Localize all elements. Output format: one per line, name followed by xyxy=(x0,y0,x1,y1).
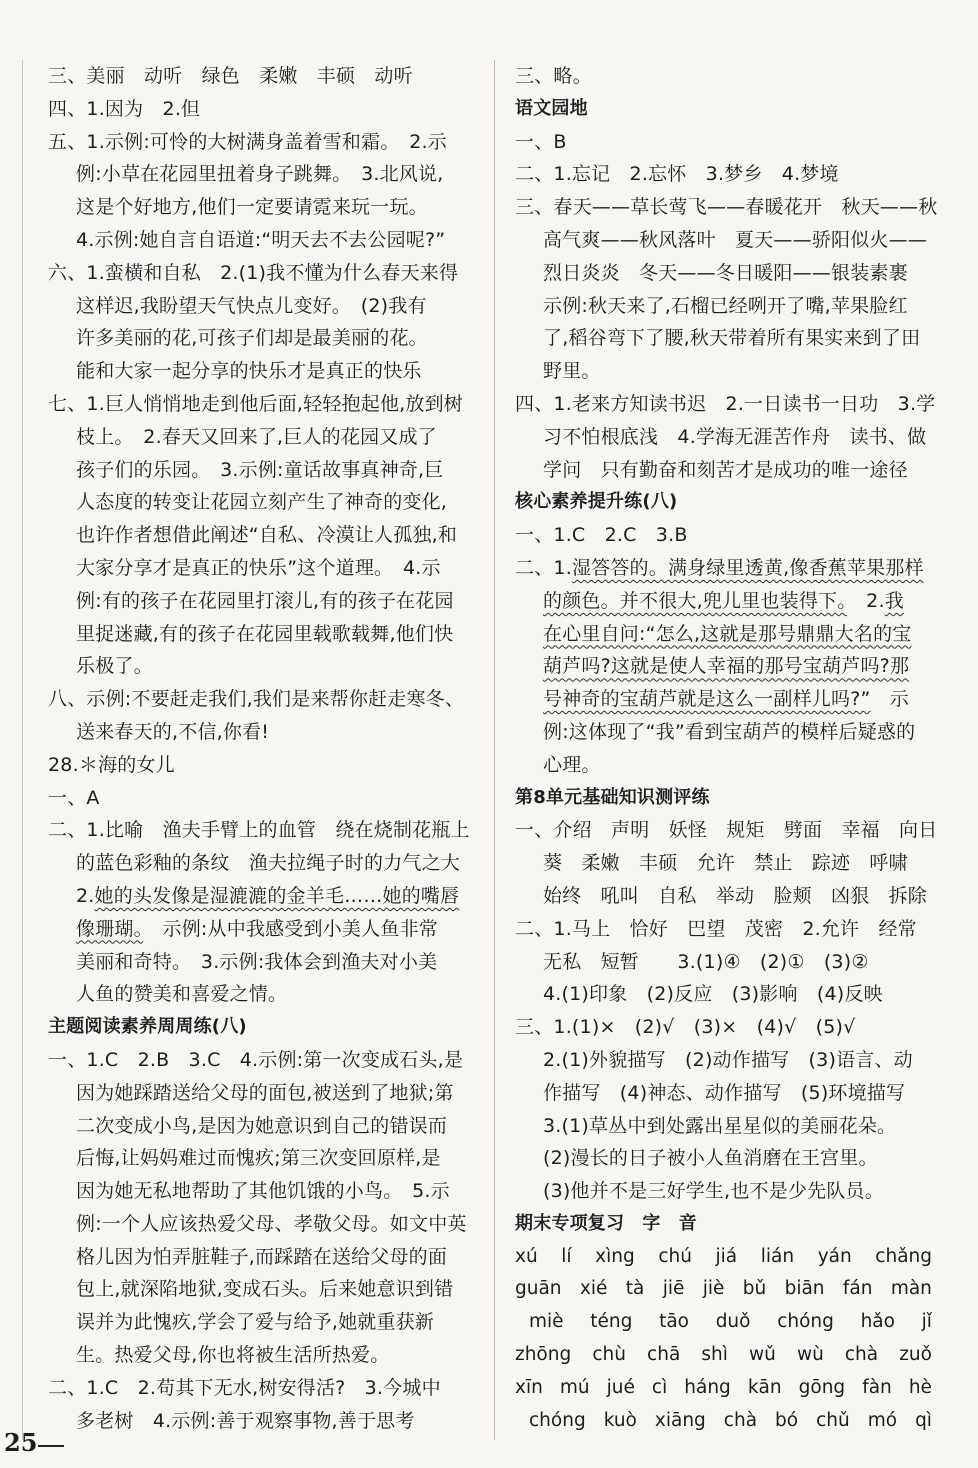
pinyin-syllable: hǎo xyxy=(860,1311,895,1333)
answer-line xyxy=(48,1339,473,1372)
answer-line xyxy=(48,913,473,946)
underlined-answer: 湿答答的。满身绿里透黄,像香蕉苹果那样 xyxy=(571,556,924,579)
pinyin-row xyxy=(515,1405,940,1438)
pinyin-row xyxy=(515,1339,940,1372)
column-divider xyxy=(494,60,495,1440)
answer-line xyxy=(48,1175,473,1208)
pinyin-syllable: fán xyxy=(842,1278,873,1300)
answer-text: 六、1.蛮横和自私 2.(1)我不懂为什么春天来得 xyxy=(48,261,459,284)
pinyin-syllable: zhōng xyxy=(515,1344,572,1366)
pinyin-syllable: jiá xyxy=(715,1245,738,1267)
answer-line xyxy=(515,158,940,191)
answer-line xyxy=(515,618,940,651)
answer-line xyxy=(48,650,473,683)
page-number: 25 xyxy=(4,1428,38,1457)
answer-line xyxy=(48,454,473,487)
answer-text: 人鱼的赞美和喜爱之情。 xyxy=(76,983,288,1006)
answer-line xyxy=(515,1110,940,1143)
answer-line xyxy=(48,1208,473,1241)
pinyin-syllable: chù xyxy=(592,1344,626,1366)
answer-line xyxy=(48,1405,473,1438)
answer-text: 例:有的孩子在花园里打滚儿,有的孩子在花园 xyxy=(76,589,454,612)
pinyin-syllable: xìng xyxy=(595,1245,635,1267)
pinyin-syllable: bó xyxy=(775,1409,799,1431)
pinyin-syllable: bǔ xyxy=(742,1278,767,1300)
answer-text: 许多美丽的花,可孩子们却是最美丽的花。 xyxy=(76,327,428,350)
answer-text: 3.(1)草丛中到处露出星星似的美丽花朵。 xyxy=(543,1114,897,1137)
pinyin-syllable: shì xyxy=(701,1344,728,1366)
answer-text: 例:这体现了“我”看到宝葫芦的模样后疑惑的 xyxy=(543,720,916,743)
answer-text: 送来春天的,不信,你看! xyxy=(76,720,270,743)
answer-line xyxy=(48,1241,473,1274)
pinyin-syllable: jiè xyxy=(702,1278,725,1300)
answer-text: 一、B xyxy=(515,130,567,153)
answer-text: 因为她无私地帮助了其他饥饿的小鸟。 5.示 xyxy=(76,1180,450,1203)
answer-line xyxy=(515,224,940,257)
answer-text: 三、美丽 动听 绿色 柔嫩 丰硕 动听 xyxy=(48,65,413,87)
answer-text: 作描写 (4)神态、动作描写 (5)环境描写 xyxy=(543,1081,906,1104)
pinyin-syllable: biān xyxy=(784,1278,825,1300)
pinyin-syllable: guān xyxy=(515,1278,562,1300)
pinyin-syllable: háng xyxy=(684,1376,731,1398)
answer-line xyxy=(515,355,940,388)
underlined-answer: 她的头发像是湿漉漉的金羊毛……她的嘴唇 xyxy=(94,884,460,907)
answer-text: 多老树 4.示例:善于观察事物,善于思考 xyxy=(76,1409,415,1432)
pinyin-syllable: lián xyxy=(760,1245,795,1267)
answer-line xyxy=(515,749,940,782)
answer-line xyxy=(515,421,940,454)
pinyin-syllable: tà xyxy=(625,1278,645,1300)
answer-text: 一、1.C 2.B 3.C 4.示例:第一次变成石头,是 xyxy=(48,1048,464,1071)
pinyin-syllable: chǔ xyxy=(816,1409,850,1431)
underlined-answer: 我 xyxy=(884,589,904,612)
pinyin-syllable: chú xyxy=(658,1245,692,1267)
section-heading xyxy=(48,1011,473,1044)
answer-line xyxy=(515,650,940,683)
answer-text: 野里。 xyxy=(543,360,601,383)
answer-text: 2. xyxy=(846,589,885,612)
answer-text: 三、1.(1)× (2)√ (3)× (4)√ (5)√ xyxy=(515,1016,856,1039)
pinyin-syllable: mú xyxy=(559,1376,590,1398)
section-heading xyxy=(515,782,940,815)
pinyin-row xyxy=(515,1306,940,1339)
answer-line xyxy=(48,1306,473,1339)
answer-text: (2)漫长的日子被小人鱼消磨在王宫里。 xyxy=(543,1147,878,1170)
pinyin-syllable: xiāng xyxy=(654,1409,706,1431)
answer-line xyxy=(515,913,940,946)
pinyin-syllable: qì xyxy=(915,1409,932,1431)
answer-text: 二、1.忘记 2.忘怀 3.梦乡 4.梦境 xyxy=(515,163,839,186)
answer-text: 美丽和奇特。 3.示例:我体会到渔夫对小美 xyxy=(76,950,438,973)
answer-line xyxy=(48,683,473,716)
answer-text: 包上,就深陷地狱,变成石头。后来她意识到错 xyxy=(76,1278,454,1301)
answer-text: 主题阅读素养周周练(八) xyxy=(48,1016,247,1038)
answer-line xyxy=(48,388,473,421)
answer-line xyxy=(48,322,473,355)
answer-line xyxy=(515,946,940,979)
answer-line xyxy=(48,60,473,93)
left-margin-rule xyxy=(22,60,23,1440)
answer-text: 里捉迷藏,有的孩子在花园里载歌载舞,他们快 xyxy=(76,622,454,645)
answer-line xyxy=(515,1044,940,1077)
answer-text: 示例:秋天来了,石榴已经咧开了嘴,苹果脸红 xyxy=(543,294,908,317)
answer-text: 大家分享才是真正的快乐”这个道理。 4.示 xyxy=(76,556,441,579)
answer-text: 因为她踩踏送给父母的面包,被送到了地狱;第 xyxy=(76,1081,454,1104)
pinyin-syllable: kān xyxy=(747,1376,782,1398)
answer-text: 示例:从中我感受到小美人鱼非常 xyxy=(143,917,438,940)
pinyin-syllable: chā xyxy=(647,1344,681,1366)
answer-line xyxy=(48,716,473,749)
answer-line xyxy=(48,978,473,1011)
answer-line xyxy=(515,814,940,847)
answer-text: 七、1.巨人悄悄地走到他后面,轻轻抱起他,放到树 xyxy=(48,392,464,415)
pinyin-syllable: mó xyxy=(867,1409,898,1431)
answer-line xyxy=(48,519,473,552)
answer-line xyxy=(515,126,940,159)
answer-text: 这是个好地方,他们一定要请霓来玩一玩。 xyxy=(76,196,428,219)
answer-line xyxy=(515,1175,940,1208)
pinyin-syllable: jiē xyxy=(662,1278,685,1300)
answer-text: 的蓝色彩釉的条纹 渔夫拉绳子时的力气之大 xyxy=(76,852,461,875)
answer-line xyxy=(48,191,473,224)
answer-text: 一、介绍 声明 妖怪 规矩 劈面 幸福 向日 xyxy=(515,819,938,842)
pinyin-syllable: xīn xyxy=(515,1376,543,1398)
pinyin-row xyxy=(515,1241,940,1274)
answer-line xyxy=(48,1142,473,1175)
pinyin-syllable: yán xyxy=(817,1245,852,1267)
page-number-dash xyxy=(38,1445,64,1447)
answer-text: 核心素养提升练(八) xyxy=(515,491,678,513)
pinyin-syllable: téng xyxy=(590,1311,633,1333)
answer-line xyxy=(515,683,940,716)
answer-text: 生。热爱父母,你也将被生活所热爱。 xyxy=(76,1344,390,1367)
answer-line xyxy=(48,355,473,388)
answer-line xyxy=(515,552,940,585)
pinyin-syllable: chà xyxy=(723,1409,758,1431)
pinyin-syllable: fàn xyxy=(862,1376,892,1398)
answer-text: 烈日炎炎 冬天——冬日暖阳——银装素裹 xyxy=(543,261,908,284)
answer-text: 三、春天——草长莺飞——春暖花开 秋天——秋 xyxy=(515,196,938,219)
answer-text: 能和大家一起分享的快乐才是真正的快乐 xyxy=(76,360,422,383)
answer-text: 八、示例:不要赶走我们,我们是来帮你赶走寒冬、 xyxy=(48,688,465,711)
pinyin-syllable: chóng xyxy=(529,1409,586,1431)
answer-line xyxy=(48,1077,473,1110)
pinyin-syllable: tāo xyxy=(659,1311,689,1333)
answer-line xyxy=(48,486,473,519)
section-heading xyxy=(515,1208,940,1241)
pinyin-syllable: xú xyxy=(515,1245,538,1267)
answer-text: 语文园地 xyxy=(515,97,588,119)
answer-line xyxy=(48,1110,473,1143)
answer-text: 二、1.马上 恰好 巴望 茂密 2.允许 经常 xyxy=(515,917,917,940)
pinyin-syllable: xié xyxy=(579,1278,608,1300)
answer-text: 孩子们的乐园。 3.示例:童话故事真神奇,巨 xyxy=(76,458,444,481)
answer-text: 后悔,让妈妈难过而愧疚;第三次变回原样,是 xyxy=(76,1147,441,1170)
pinyin-syllable: duǒ xyxy=(715,1311,751,1333)
answer-text: 这样迟,我盼望天气快点儿变好。 (2)我有 xyxy=(76,294,427,317)
right-column-text xyxy=(515,60,940,1241)
answer-text: 高气爽——秋风落叶 夏天——骄阳似火—— xyxy=(543,228,928,251)
answer-line xyxy=(48,1044,473,1077)
pinyin-syllable: chóng xyxy=(777,1311,834,1333)
answer-line xyxy=(515,322,940,355)
answer-line xyxy=(515,191,940,224)
pinyin-syllable: lí xyxy=(561,1245,572,1267)
answer-text: 始终 吼叫 自私 举动 脸颊 凶狠 拆除 xyxy=(543,884,928,907)
answer-line xyxy=(48,290,473,323)
answer-text: 无私 短暂 3.(1)④ (2)① (3)② xyxy=(543,950,869,973)
answer-line xyxy=(48,946,473,979)
answer-text: 2.(1)外貌描写 (2)动作描写 (3)语言、动 xyxy=(543,1048,913,1071)
answer-line xyxy=(515,716,940,749)
pinyin-syllable: wù xyxy=(796,1344,824,1366)
answer-text: 一、A xyxy=(48,786,100,809)
answer-text: 一、1.C 2.C 3.B xyxy=(515,524,688,547)
answer-text: 学问 只有勤奋和刻苦才是成功的唯一途径 xyxy=(543,458,908,481)
left-column xyxy=(48,60,473,1437)
underlined-answer: 号神奇的宝葫芦就是这么一副样儿吗?” xyxy=(543,688,871,711)
answer-text: 2. xyxy=(76,884,95,907)
pinyin-syllable: gōng xyxy=(798,1376,846,1398)
answer-line xyxy=(515,880,940,913)
answer-line xyxy=(515,60,940,93)
answer-line xyxy=(48,847,473,880)
answer-text: 4.(1)印象 (2)反应 (3)影响 (4)反映 xyxy=(543,983,883,1006)
answer-text: 例:一个人应该热爱父母、孝敬父母。如文中英 xyxy=(76,1212,467,1235)
pinyin-syllable: jǐ xyxy=(921,1311,932,1333)
pinyin-syllable: zuǒ xyxy=(899,1344,932,1366)
answer-line xyxy=(48,421,473,454)
answer-line xyxy=(515,519,940,552)
answer-line xyxy=(48,1273,473,1306)
underlined-answer: 的颜色。并不很大,兜儿里也装得下。 xyxy=(543,589,847,612)
pinyin-syllable: hè xyxy=(908,1376,932,1398)
underlined-answer: 在心里自问:“怎么,这就是那号鼎鼎大名的宝 xyxy=(543,622,912,645)
answer-text: 了,稻谷弯下了腰,秋天带着所有果实来到了田 xyxy=(543,327,921,350)
pinyin-row xyxy=(515,1372,940,1405)
answer-text: (3)他并不是三好学生,也不是少先队员。 xyxy=(543,1180,884,1203)
answer-text: 四、1.因为 2.但 xyxy=(48,97,201,120)
section-heading xyxy=(515,486,940,519)
answer-line xyxy=(515,847,940,880)
answer-line xyxy=(48,814,473,847)
right-column xyxy=(515,60,940,1437)
answer-text: 人态度的转变让花园立刻产生了神奇的变化, xyxy=(76,491,448,514)
answer-line xyxy=(48,158,473,191)
answer-text: 葵 柔嫩 丰硕 允许 禁止 踪迹 呼啸 xyxy=(543,852,908,875)
answer-text: 第8单元基础知识测评练 xyxy=(515,786,710,808)
answer-text: 乐极了。 xyxy=(76,655,153,678)
answer-text: 心理。 xyxy=(543,753,601,776)
answer-line xyxy=(48,126,473,159)
answer-line xyxy=(48,880,473,913)
answer-line xyxy=(48,224,473,257)
pinyin-syllable: chǎng xyxy=(875,1245,932,1267)
answer-line xyxy=(48,552,473,585)
pinyin-syllable: màn xyxy=(890,1278,932,1300)
underlined-answer: 葫芦吗?这就是使人幸福的那号宝葫芦吗?那 xyxy=(543,655,910,678)
answer-line xyxy=(48,782,473,815)
answer-line xyxy=(48,93,473,126)
answer-text: 误并为此愧疚,学会了爱与给予,她就重获新 xyxy=(76,1311,435,1334)
answer-line xyxy=(48,1372,473,1405)
answer-text: 二、1.比喻 渔夫手臂上的血管 绕在烧制花瓶上 xyxy=(48,819,470,842)
answer-line xyxy=(515,1077,940,1110)
answer-text: 示 xyxy=(870,688,909,711)
answer-line xyxy=(515,290,940,323)
answer-text: 例:小草在花园里扭着身子跳舞。 3.北风说, xyxy=(76,163,444,186)
pinyin-answers xyxy=(515,1241,940,1438)
pinyin-syllable: miè xyxy=(529,1311,564,1333)
pinyin-syllable: cì xyxy=(651,1376,668,1398)
answer-text: 二、1.C 2.苟其下无水,树安得活? 3.今城中 xyxy=(48,1376,441,1399)
pinyin-syllable: wǔ xyxy=(748,1344,776,1366)
pinyin-row xyxy=(515,1273,940,1306)
answer-line xyxy=(48,257,473,290)
answer-text: 也许作者想借此阐述“自私、冷漠让人孤独,和 xyxy=(76,524,458,547)
answer-text: 二、1. xyxy=(515,556,572,579)
answer-line xyxy=(515,1011,940,1044)
underlined-answer: 像珊瑚。 xyxy=(76,917,144,940)
pinyin-syllable: jué xyxy=(606,1376,635,1398)
answer-text: 二次变成小鸟,是因为她意识到自己的错误而 xyxy=(76,1114,448,1137)
answer-text: 四、1.老来方知读书迟 2.一日读书一日功 3.学 xyxy=(515,392,936,415)
answer-line xyxy=(515,585,940,618)
section-heading xyxy=(515,93,940,126)
answer-text: 枝上。 2.春天又回来了,巨人的花园又成了 xyxy=(76,425,437,448)
answer-text: 期末专项复习 字 音 xyxy=(515,1212,697,1234)
answer-text: 五、1.示例:可怜的大树满身盖着雪和霜。 2.示 xyxy=(48,130,447,153)
answer-line xyxy=(515,257,940,290)
answer-text: 三、略。 xyxy=(515,65,592,87)
answer-line xyxy=(515,978,940,1011)
answer-text: 28.＊海的女儿 xyxy=(48,753,175,776)
answer-line xyxy=(515,1142,940,1175)
answer-line xyxy=(48,749,473,782)
answer-line xyxy=(48,585,473,618)
answer-text: 格儿因为怕弄脏鞋子,而踩踏在送给父母的面 xyxy=(76,1245,448,1268)
answer-line xyxy=(48,618,473,651)
pinyin-syllable: chà xyxy=(844,1344,879,1366)
answer-text: 习不怕根底浅 4.学海无涯苦作舟 读书、做 xyxy=(543,425,927,448)
answer-line xyxy=(515,454,940,487)
answer-text: 4.示例:她自言自语道:“明天去不去公园呢?” xyxy=(76,228,446,251)
answer-line xyxy=(515,388,940,421)
pinyin-syllable: kuò xyxy=(603,1409,637,1431)
